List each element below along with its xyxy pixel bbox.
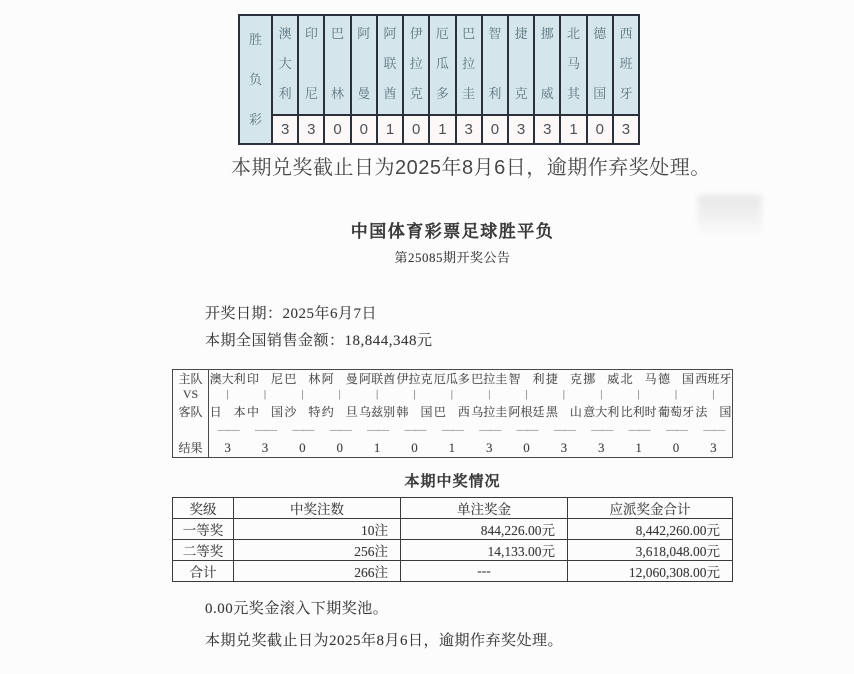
away-team: 中 国 (247, 404, 284, 419)
match-col (657, 370, 694, 457)
score-dash: —— (591, 422, 612, 436)
vs-bar: | (338, 388, 341, 400)
match-col (396, 370, 433, 457)
match-col (545, 370, 582, 457)
match-table-labels (173, 370, 209, 457)
prize-table (172, 497, 733, 582)
home-label: 主队 (178, 372, 203, 386)
away-team: 法 国 (695, 404, 732, 419)
strip-result: 1 (561, 114, 585, 143)
score-dash: —— (516, 422, 537, 436)
strip-result: 3 (509, 114, 533, 143)
score-dash: —— (329, 422, 350, 436)
prize-count-cell: 256注 (234, 540, 401, 561)
strip-result: 3 (457, 114, 481, 143)
strip-team: 厄 瓜 多 (430, 16, 454, 114)
vs-bar: | (712, 388, 715, 400)
strip-team: 阿 曼 (352, 16, 376, 114)
match-result: 3 (485, 439, 493, 455)
prize-row-second (173, 540, 733, 561)
away-team: 比利时 (620, 404, 657, 419)
vs-bar: | (674, 388, 677, 400)
match-result: 3 (710, 439, 717, 455)
score-dash: —— (479, 422, 500, 436)
home-team: 捷 克 (545, 372, 582, 386)
match-result: 1 (373, 439, 381, 455)
prize-single-cell: 844,226.00元 (401, 519, 568, 540)
away-team: 意大利 (583, 404, 620, 419)
vs-bar: | (562, 388, 565, 400)
home-team: 巴 林 (284, 372, 321, 386)
prize-total-cell: 3,618,048.00元 (568, 540, 733, 561)
match-result: 3 (560, 439, 568, 455)
vs-bar: | (301, 388, 304, 400)
match-columns (209, 370, 732, 457)
match-col (284, 370, 321, 457)
vs-label: VS (182, 386, 199, 401)
strip-team: 阿 联 酋 (378, 16, 402, 114)
prize-total-cell: 12,060,308.00元 (568, 561, 733, 582)
away-team: 乌拉圭 (471, 404, 508, 419)
strip-team: 澳 大 利 (273, 16, 297, 114)
home-team: 德 国 (657, 372, 694, 386)
prize-count-cell: 10注 (234, 519, 401, 540)
match-result: 3 (224, 439, 231, 455)
away-team: 黑 山 (545, 404, 582, 419)
score-dash: —— (217, 422, 238, 436)
score-dash: —— (441, 422, 462, 436)
match-col (321, 370, 358, 457)
match-col (209, 370, 246, 457)
vs-bar: | (376, 388, 379, 400)
strip-result: 0 (404, 114, 428, 143)
match-result: 1 (448, 439, 456, 455)
strip-result: 3 (299, 114, 323, 143)
home-team: 阿联酋 (359, 372, 396, 386)
score-dash: —— (404, 422, 425, 436)
match-col (508, 370, 545, 457)
strip-result: 0 (325, 114, 349, 143)
vs-bar: | (413, 388, 416, 400)
home-team: 西班牙 (695, 372, 732, 386)
home-team: 巴拉圭 (471, 372, 508, 386)
rollover-line: 0.00元奖金滚入下期奖池。 (205, 601, 389, 617)
match-col (583, 370, 620, 457)
vs-bar: | (264, 388, 267, 400)
header-winning-bets: 中奖注数 (234, 498, 401, 519)
prize-row-first (173, 519, 733, 540)
strip-result: 3 (535, 114, 559, 143)
strip-team: 巴 林 (325, 16, 349, 114)
away-team: 韩 国 (396, 404, 433, 419)
prize-level-cell: 合计 (173, 561, 234, 582)
prize-section-title: 本期中奖情况 (404, 474, 501, 490)
home-team: 伊拉克 (396, 372, 433, 386)
match-col (358, 370, 395, 457)
match-col (246, 370, 283, 457)
vs-bar: | (525, 388, 528, 400)
score-dash: —— (367, 422, 388, 436)
strip-result: 3 (614, 114, 638, 143)
deadline-line: 本期兑奖截止日为2025年8月6日，逾期作弃奖处理。 (205, 633, 564, 649)
prize-level-cell: 一等奖 (173, 519, 234, 540)
away-team: 沙 特 (284, 404, 321, 419)
score-dash: —— (628, 422, 649, 436)
match-result: 0 (336, 439, 343, 455)
home-team: 智 利 (508, 372, 545, 386)
strip-row-label: 胜 负 彩 (240, 16, 271, 143)
redeem-deadline-notice: 本期兑奖截止日为2025年8月6日，逾期作弃奖处理。 (231, 157, 711, 179)
document-issue-subtitle: 第25085期开奖公告 (394, 250, 511, 265)
match-result: 3 (261, 439, 269, 455)
match-result: 0 (672, 439, 680, 455)
away-team: 约 旦 (321, 404, 358, 419)
result-label: 结果 (178, 441, 203, 455)
strip-result: 0 (588, 114, 612, 143)
draw-date-line: 开奖日期：2025年6月7日 (205, 306, 378, 322)
match-col (695, 370, 732, 457)
strip-result: 0 (352, 114, 376, 143)
header-prize-level: 奖级 (173, 498, 234, 519)
match-col (620, 370, 657, 457)
home-team: 挪 威 (583, 372, 620, 386)
vs-bar: | (637, 388, 640, 400)
match-col (433, 370, 470, 457)
score-dash: —— (703, 422, 724, 436)
vs-bar: | (488, 388, 491, 400)
strip-team: 北 马 其 (561, 16, 585, 114)
prize-count-cell: 266注 (234, 561, 401, 582)
home-team: 阿 曼 (321, 372, 358, 386)
strip-result: 1 (378, 114, 402, 143)
prize-row-total (173, 561, 733, 582)
score-dash: —— (665, 422, 686, 436)
away-team: 葡萄牙 (657, 404, 694, 419)
sales-amount-line: 本期全国销售金额：18,844,348元 (205, 333, 433, 349)
home-team: 厄瓜多 (433, 372, 470, 386)
home-team: 印 尼 (247, 372, 284, 386)
score-dash: —— (292, 422, 313, 436)
strip-team: 捷 克 (509, 16, 533, 114)
match-result: 0 (411, 439, 418, 455)
strip-team: 西 班 牙 (614, 16, 638, 114)
home-team: 澳大利 (209, 372, 246, 386)
header-total-payout: 应派奖金合计 (568, 498, 733, 519)
strip-team: 挪 威 (535, 16, 559, 114)
document-title: 中国体育彩票足球胜平负 (350, 222, 555, 241)
match-result-table (172, 369, 733, 458)
strip-result: 0 (483, 114, 507, 143)
header-single-prize: 单注奖金 (401, 498, 568, 519)
spacer (173, 421, 208, 438)
away-team: 日 本 (209, 404, 246, 419)
vs-bar: | (226, 388, 229, 400)
match-result: 1 (635, 439, 642, 455)
strip-team: 智 利 (483, 16, 507, 114)
home-team: 北 马 (620, 372, 657, 386)
prize-level-cell: 二等奖 (173, 540, 234, 561)
away-label: 客队 (178, 404, 203, 419)
match-result: 0 (299, 439, 306, 455)
away-team: 阿根廷 (508, 404, 545, 419)
strip-team: 伊 拉 克 (404, 16, 428, 114)
prize-single-cell: --- (401, 561, 568, 582)
vs-bar: | (450, 388, 453, 400)
strip-team: 德 国 (588, 16, 612, 114)
vs-bar: | (600, 388, 603, 400)
away-team: 乌兹别 (359, 404, 396, 419)
match-result: 3 (598, 439, 605, 455)
score-dash: —— (553, 422, 574, 436)
away-team: 巴 西 (433, 404, 470, 419)
strip-result: 3 (273, 114, 297, 143)
score-dash: —— (255, 422, 276, 436)
prize-single-cell: 14,133.00元 (401, 540, 568, 561)
strip-team: 印 尼 (299, 16, 323, 114)
prize-total-cell: 8,442,260.00元 (568, 519, 733, 540)
strip-team: 巴 拉 圭 (457, 16, 481, 114)
strip-result: 1 (430, 114, 454, 143)
match-col (471, 370, 508, 457)
match-result: 0 (523, 439, 530, 455)
prize-header-row (173, 498, 733, 519)
